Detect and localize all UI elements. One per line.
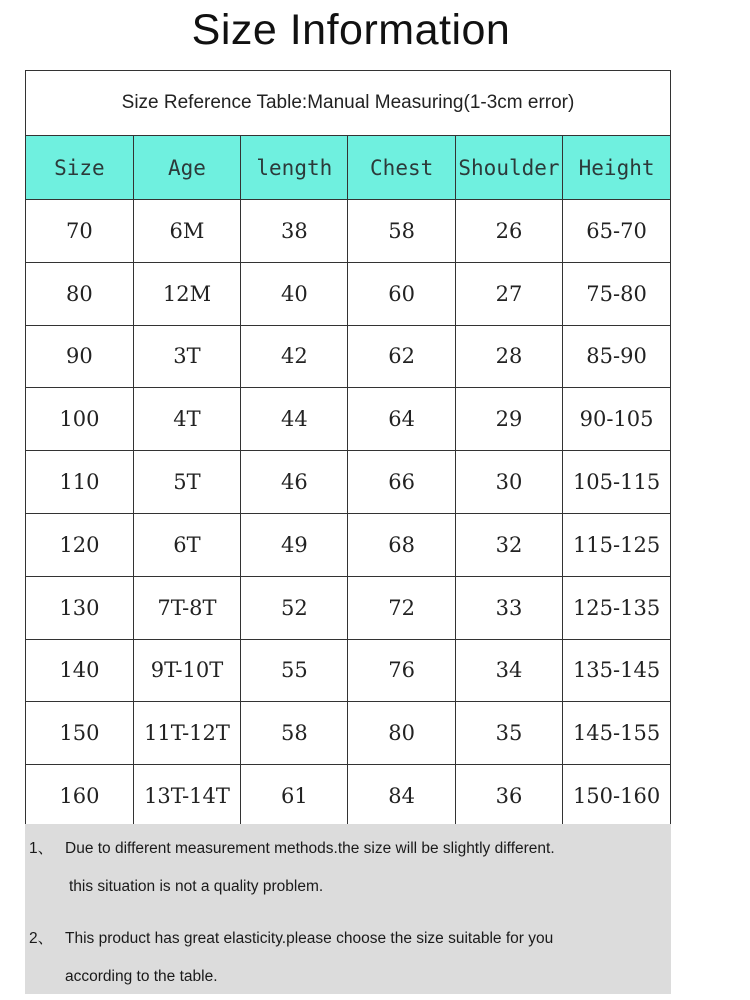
cell-size: 80 <box>26 262 133 325</box>
cell-size: 150 <box>26 702 133 765</box>
cell-age: 9T-10T <box>133 639 240 702</box>
cell-length: 49 <box>241 513 348 576</box>
cell-chest: 80 <box>348 702 455 765</box>
cell-size: 160 <box>26 765 133 828</box>
table-row <box>26 200 670 263</box>
table-caption: Size Reference Table:Manual Measuring(1-3cm error) <box>26 71 670 136</box>
cell-age: 12M <box>133 262 240 325</box>
cell-height: 150-160 <box>563 765 670 828</box>
cell-shoulder: 26 <box>455 200 562 263</box>
cell-chest: 72 <box>348 576 455 639</box>
cell-size: 120 <box>26 513 133 576</box>
cell-size: 70 <box>26 200 133 263</box>
header-shoulder: Shoulder <box>455 136 562 200</box>
cell-length: 52 <box>241 576 348 639</box>
cell-height: 125-135 <box>563 576 670 639</box>
cell-length: 61 <box>241 765 348 828</box>
cell-chest: 62 <box>348 325 455 388</box>
cell-chest: 64 <box>348 388 455 451</box>
table-row <box>26 262 670 325</box>
table-row <box>26 388 670 451</box>
table-row <box>26 702 670 765</box>
table-row <box>26 325 670 388</box>
cell-age: 6T <box>133 513 240 576</box>
cell-height: 115-125 <box>563 513 670 576</box>
cell-height: 105-115 <box>563 451 670 514</box>
cell-chest: 68 <box>348 513 455 576</box>
cell-age: 4T <box>133 388 240 451</box>
note-1-line-2: this situation is not a quality problem. <box>69 878 324 895</box>
note-1-number: 1、 <box>29 840 54 857</box>
page-title: Size Information <box>191 6 511 54</box>
cell-height: 75-80 <box>563 262 670 325</box>
cell-size: 90 <box>26 325 133 388</box>
header-size: Size <box>26 136 133 200</box>
cell-shoulder: 29 <box>455 388 562 451</box>
size-table-panel <box>25 70 671 828</box>
table-row <box>26 513 670 576</box>
cell-chest: 60 <box>348 262 455 325</box>
table-header-row <box>26 136 670 200</box>
table-row <box>26 576 670 639</box>
note-2-line-1 <box>29 926 553 948</box>
table-row <box>26 765 670 828</box>
cell-chest: 76 <box>348 639 455 702</box>
cell-chest: 66 <box>348 451 455 514</box>
table-body <box>26 200 670 828</box>
cell-shoulder: 30 <box>455 451 562 514</box>
cell-length: 55 <box>241 639 348 702</box>
cell-shoulder: 35 <box>455 702 562 765</box>
table-row <box>26 451 670 514</box>
size-table <box>26 136 670 827</box>
cell-age: 13T-14T <box>133 765 240 828</box>
note-2-number: 2、 <box>29 930 54 947</box>
header-length: length <box>241 136 348 200</box>
cell-shoulder: 32 <box>455 513 562 576</box>
cell-size: 140 <box>26 639 133 702</box>
cell-age: 3T <box>133 325 240 388</box>
cell-length: 40 <box>241 262 348 325</box>
cell-length: 38 <box>241 200 348 263</box>
cell-age: 7T-8T <box>133 576 240 639</box>
cell-height: 135-145 <box>563 639 670 702</box>
cell-size: 110 <box>26 451 133 514</box>
cell-chest: 84 <box>348 765 455 828</box>
cell-length: 58 <box>241 702 348 765</box>
note-2-line-2: according to the table. <box>65 968 218 985</box>
cell-length: 44 <box>241 388 348 451</box>
cell-size: 130 <box>26 576 133 639</box>
cell-age: 5T <box>133 451 240 514</box>
table-row <box>26 639 670 702</box>
notes-panel <box>25 824 671 994</box>
cell-age: 6M <box>133 200 240 263</box>
cell-shoulder: 33 <box>455 576 562 639</box>
cell-length: 42 <box>241 325 348 388</box>
header-chest: Chest <box>348 136 455 200</box>
cell-height: 65-70 <box>563 200 670 263</box>
cell-shoulder: 36 <box>455 765 562 828</box>
cell-size: 100 <box>26 388 133 451</box>
cell-height: 85-90 <box>563 325 670 388</box>
cell-shoulder: 27 <box>455 262 562 325</box>
cell-age: 11T-12T <box>133 702 240 765</box>
header-age: Age <box>133 136 240 200</box>
cell-chest: 58 <box>348 200 455 263</box>
cell-shoulder: 34 <box>455 639 562 702</box>
cell-length: 46 <box>241 451 348 514</box>
note-1-text: Due to different measurement methods.the size will be slightly different. <box>65 840 555 857</box>
cell-height: 90-105 <box>563 388 670 451</box>
note-1-line-1 <box>29 836 555 858</box>
cell-height: 145-155 <box>563 702 670 765</box>
cell-shoulder: 28 <box>455 325 562 388</box>
header-height: Height <box>563 136 670 200</box>
note-2-text: This product has great elasticity.please choose the size suitable for you <box>65 930 554 947</box>
